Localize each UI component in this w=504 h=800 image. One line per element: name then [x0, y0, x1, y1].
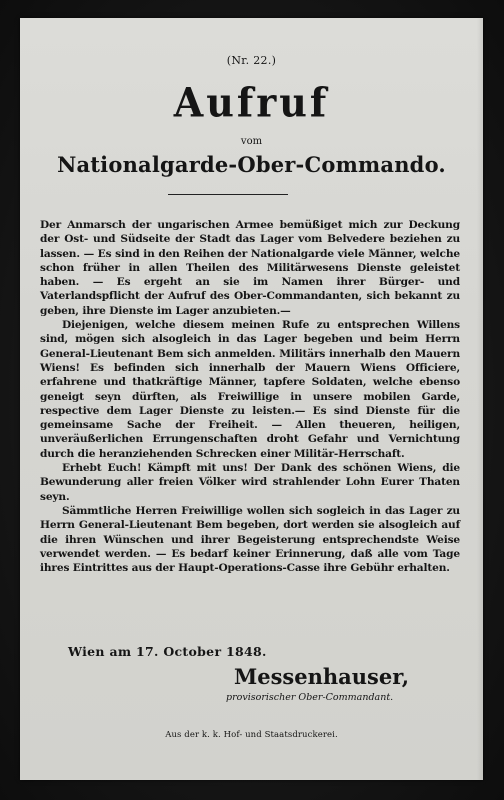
- signature-role: provisorischer Ober-Commandant.: [226, 692, 394, 703]
- printer-imprint: Aus der k. k. Hof- und Staatsdruckerei.: [165, 730, 338, 740]
- paragraph-4: Sämmtliche Herren Freiwillige wollen sich sogleich in das Lager zu Herrn General-Lieutenant Bem begeben, dort werden sie alsogleich auf die ihren Wünschen und ihrer Begeisterung entsprechendste Weise verwendet werden. — Es bedarf keiner Erinnerung, daß alle vom Tage ihres Eintrittes aus der Haupt-Operations-Casse ihre Gebühr erhalten.: [40, 504, 460, 575]
- date-line: Wien am 17. October 1848.: [68, 644, 267, 659]
- signature-name: Messenhauser,: [234, 664, 410, 689]
- document-number: (Nr. 22.): [226, 54, 277, 67]
- proclamation-sheet: [20, 18, 483, 780]
- paragraph-3: Erhebt Euch! Kämpft mit uns! Der Dank des schönen Wiens, die Bewunderung aller freien Völker wird strahlender Lohn Eurer Thaten seyn.: [40, 462, 460, 503]
- proclamation-body: [40, 218, 460, 575]
- paragraph-1: Der Anmarsch der ungarischen Armee bemüßiget mich zur Deckung der Ost- und Südseite der Stadt das Lager vom Belvedere beziehen zu lassen. — Es sind in den Reihen der Nationalgarde viele Männer, welche schon früher in allen Theilen des Militärwesens Dienste geleistet haben. — Es ergeht an sie im Namen ihrer Bürger- und Vaterlandspflicht der Aufruf des Ober-Commandanten, sich bekannt zu geben, ihre Dienste im Lager anzubieten.—: [40, 219, 460, 317]
- document-title: Aufruf: [173, 78, 330, 127]
- paper-edge-shadow: [477, 18, 483, 780]
- from-label: vom: [240, 136, 263, 147]
- divider-rule: [168, 194, 288, 195]
- issuer-subtitle: Nationalgarde-Ober-Commando.: [57, 152, 446, 177]
- paragraph-2: Diejenigen, welche diesem meinen Rufe zu entsprechen Willens sind, mögen sich alsogleich in das Lager begeben und beim Herrn General-Lieutenant Bem sich anmelden. Militärs innerhalb den Mauern Wiens! Es befinden sich innerhalb der Mauern Wiens Officiere, erfahrene und thatkräftige Männer, tapfere Soldaten, welche ebenso geneigt seyn dürften, als Freiwillige in unsere mobilen Garde, respective dem Lager Dienste zu leisten.— Es sind Dienste für die gemeinsame Sache der Freiheit. — Allen theueren, heiligen, unveräußerlichen Errungenschaften droht Gefahr und Vernichtung durch die heranziehenden Schrecken einer Militär-Herrschaft.: [40, 319, 460, 460]
